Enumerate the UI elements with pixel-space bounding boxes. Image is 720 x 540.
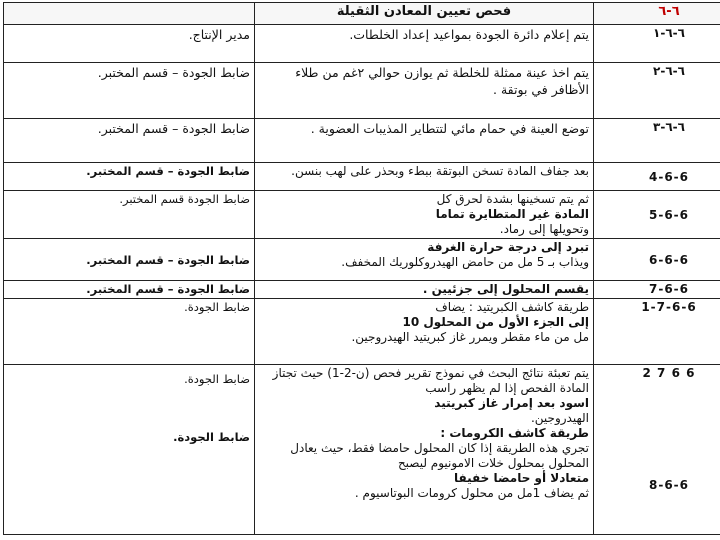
step-cell: يقسم المحلول إلى جزئيين . [255,281,594,299]
step-line-bold: إلى الجزء الأول من المحلول 10 [402,315,589,329]
step-line: الهيدروجين. [530,411,589,425]
step-line-bold: متعادلا أو حامضا خفيفا [453,471,589,485]
step-line: تجري هذه الطريقة إذا كان المحلول حامضا فقط، حيث يعادل المحلول بمحلول خلات الامونيوم ليصبح [290,441,589,470]
table-row [4,163,720,191]
table-row [4,299,720,365]
step-number: 5-6-6 [594,191,720,239]
step-line: ويذاب بـ 5 مل من حامض الهيدروكلوريك المخفف. [341,255,589,269]
responsible-cell: ضابط الجودة – قسم المختبر. [4,281,255,299]
step-cell: بعد جفاف المادة تسخن البوتقة ببطء وبحذر على لهب بنسن. [255,163,594,191]
header-blank-cell [4,3,255,25]
step-line: يتم تعبئة نتائج البحث في نموذج تقرير فحص (ن-2-1) حيث تجتاز المادة الفحص إذا لم يظهر راسب [272,366,589,395]
table-row [4,281,720,299]
step-line: ثم يضاف 1مل من محلول كرومات البوتاسيوم . [354,486,589,500]
step-number: 4-6-6 [594,163,720,191]
header-row [4,3,720,25]
procedure-table [3,2,720,535]
table-row [4,63,720,119]
responsible-cell: ضابط الجودة – قسم المختبر. [4,163,255,191]
step-number: 6-6-6 [594,239,720,281]
responsible-cell: ضابط الجودة – قسم المختبر. [4,119,255,163]
step-number: 2 7 6 6 [642,366,696,380]
step-cell: يتم إعلام دائرة الجودة بمواعيد إعداد الخلطات. [255,25,594,63]
responsible-line: ضابط الجودة. [173,430,250,444]
table-row [4,191,720,239]
step-line: وتحويلها إلى رماد. [499,222,589,236]
step-number: ٦-٦-٣ [594,119,720,163]
step-line-bold: طريقة كاشف الكرومات : [440,426,589,440]
step-cell [255,239,594,281]
step-cell [255,191,594,239]
responsible-cell: ضابط الجودة. [4,299,255,365]
table-row [4,25,720,63]
step-number: 7-6-6 [594,281,720,299]
step-line-bold: اسود بعد إمرار غاز كبريتيد [434,396,589,410]
step-line: طريقة كاشف الكبريتيد : يضاف [435,300,589,314]
responsible-cell: ضابط الجودة – قسم المختبر. [4,239,255,281]
responsible-cell: مدير الإنتاج. [4,25,255,63]
responsible-line: ضابط الجودة. [184,372,250,386]
step-cell: يتم اخذ عينة ممثلة للخلطة ثم يوازن حوالي ٢غم من طلاء الأظافر في بوتقة . [255,63,594,119]
step-number: ٦-٦-١ [594,25,720,63]
table-row [4,239,720,281]
step-cell: توضع العينة في حمام مائي لتتطاير المذيبات العضوية . [255,119,594,163]
step-number: ٦-٦-٢ [594,63,720,119]
step-cell [255,365,594,535]
step-number-cell [594,365,720,535]
responsible-cell [4,365,255,535]
step-line: مل من ماء مقطر ويمرر غاز كبريتيد الهيدروجين. [351,330,589,344]
step-line: ثم يتم تسخينها بشدة لحرق كل [436,192,589,206]
table-row [4,119,720,163]
responsible-cell: ضابط الجودة – قسم المختبر. [4,63,255,119]
step-line-bold: تبرد إلى درجة حرارة الغرفة [427,240,589,254]
section-number: ٦-٦ [594,3,720,25]
step-number: 1-7-6-6 [594,299,720,365]
step-line-bold: المادة غير المتطايرة تماما [435,207,589,221]
responsible-cell: ضابط الجودة قسم المختبر. [4,191,255,239]
step-number: 8-6-6 [648,478,689,492]
step-cell [255,299,594,365]
table-row [4,365,720,535]
section-title: فحص تعيين المعادن الثقيلة [255,3,594,25]
